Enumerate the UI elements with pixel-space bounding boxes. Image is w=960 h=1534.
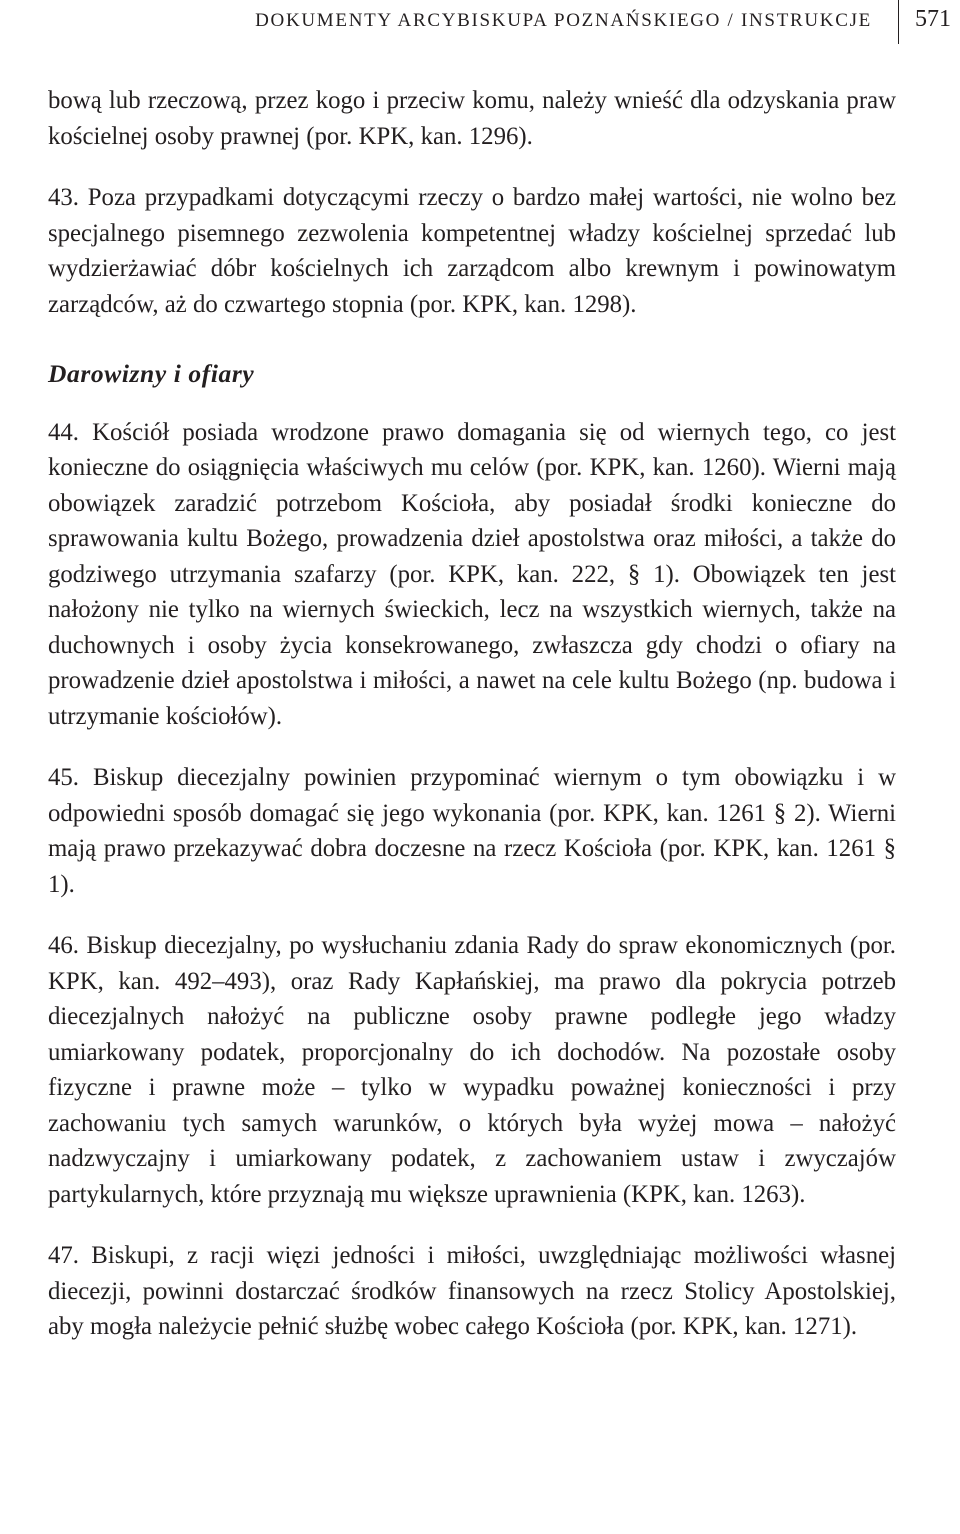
header-divider <box>898 0 899 44</box>
page-number: 571 <box>915 6 951 32</box>
running-head: DOKUMENTY ARCYBISKUPA POZNAŃSKIEGO / INSTRUKCJE <box>255 10 872 31</box>
paragraph-text: Poza przypadkami dotyczącymi rzeczy o bardzo małej wartości, nie wolno bez specjalnego pisemnego zezwolenia kompetentnej władzy kościelnej sprzedać lub wydzierżawiać dóbr kościelnych ich zarządcom albo krewnym i powinowatym zarządców, aż do czwartego stopnia (por. KPK, kan. 1298). <box>48 184 896 318</box>
page-header <box>0 0 960 50</box>
paragraph-number: 46. <box>48 932 79 959</box>
paragraph-text: Biskup diecezjalny, po wysłuchaniu zdania Rady do spraw ekonomicznych (por. KPK, kan. 492–493), oraz Rady Kapłańskiej, ma prawo dla pokrycia potrzeb diecezjalnych nałożyć na publiczne osoby prawne podległe jego władzy umiarkowany podatek, proporcjonalny do ich dochodów. Na pozostałe osoby fizyczne i prawne może – tylko w wypadku poważnej konieczności i przy zachowaniu tych samych warunków, o których była wyżej mowa – nałożyć nadzwyczajny i umiarkowany podatek, z zachowaniem ustaw i zwyczajów partykularnych, które przyznają mu większe uprawnienia (KPK, kan. 1263). <box>48 932 896 1208</box>
paragraph-number: 44. <box>48 418 79 446</box>
paragraph-43 <box>48 180 896 322</box>
paragraph-number: 45. <box>48 764 79 791</box>
paragraph-number: 47. <box>48 1242 79 1269</box>
continued-paragraph <box>48 83 896 154</box>
paragraph-text: Biskup diecezjalny powinien przypominać wiernym o tym obowiązku i w odpowiedni sposób domagać się jego wykonania (por. KPK, kan. 1261 § 2). Wierni mają prawo przekazywać dobra doczesne na rzecz Kościoła (por. KPK, kan. 1261 § 1). <box>48 764 896 898</box>
paragraph-text: Biskupi, z racji więzi jedności i miłości, uwzględniając możliwości własnej diecezji, powinni dostarczać środków finansowych na rzecz Stolicy Apostolskiej, aby mogła należycie pełnić służbę wobec całego Kościoła (por. KPK, kan. 1271). <box>48 1242 896 1340</box>
section-heading: Darowizny i ofiary <box>48 359 255 388</box>
paragraph-text: Kościół posiada wrodzone prawo domagania się od wiernych tego, co jest konieczne do osiągnięcia właściwych mu celów (por. KPK, kan. 1260). Wierni mają obowiązek zaradzić potrzebom Kościoła, aby posiadał środki konieczne do sprawowania kultu Bożego, prowadzenia dzieł apostolstwa oraz miłości, a także do godziwego utrzymania szafarzy (por. KPK, kan. 222, § 1). Obowiązek ten jest nałożony nie tylko na wiernych świeckich, lecz na wszystkich wiernych, także na duchownych i osoby życia konsekrowanego, zwłaszcza gdy chodzi o ofiary na prowadzenie dzieł apostolstwa i miłości, a nawet na cele kultu Bożego (np. budowa i utrzymanie kościołów). <box>48 418 896 730</box>
paragraph-number: 43. <box>48 184 79 211</box>
paragraph-47 <box>48 1238 896 1345</box>
continued-paragraph-text: bową lub rzeczową, przez kogo i przeciw komu, należy wnieść dla odzyskania praw kościelnej osoby prawnej (por. KPK, kan. 1296). <box>48 87 896 150</box>
paragraph-44 <box>48 415 896 735</box>
page-body <box>48 83 896 1371</box>
paragraph-45 <box>48 760 896 902</box>
paragraph-46 <box>48 928 896 1212</box>
